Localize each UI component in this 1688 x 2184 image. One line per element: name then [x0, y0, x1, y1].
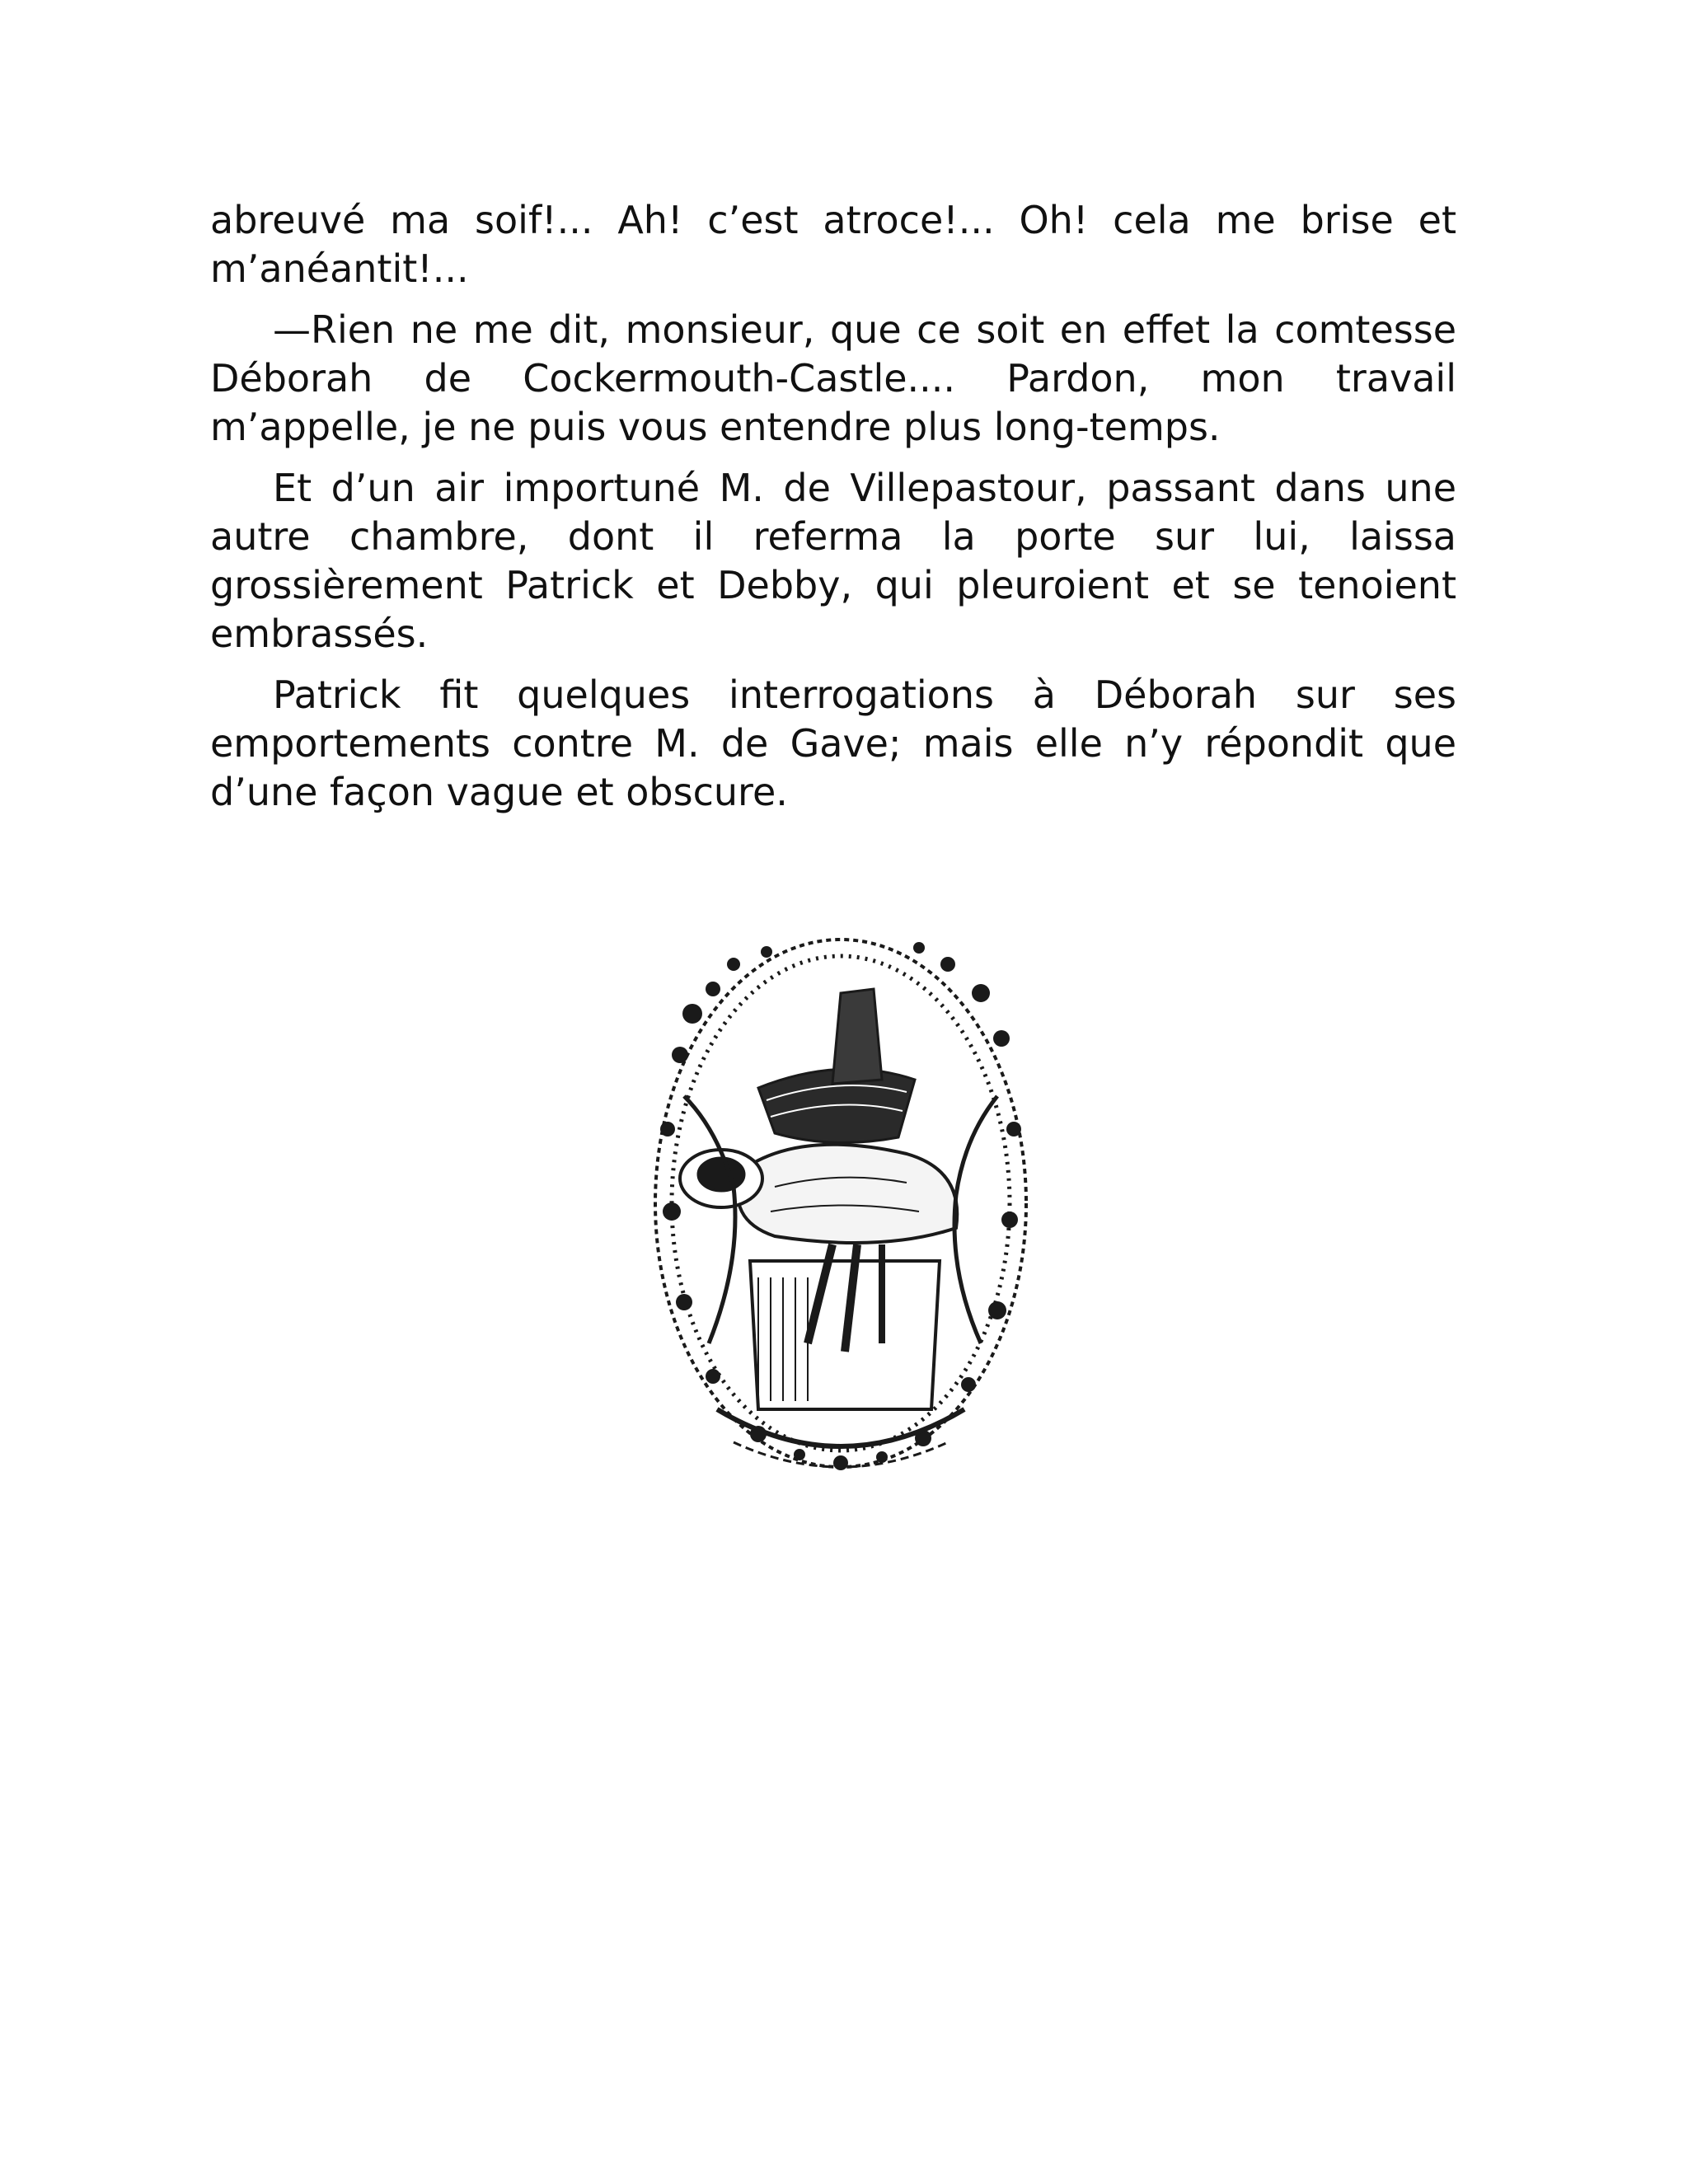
paragraph-3: Et d’un air importuné M. de Villepastour, passant dans une autre chambre, dont il referma la porte sur lui, laissa grossièrement Patrick et Debby, qui pleuroient et se tenoient embrassés. [210, 466, 1456, 656]
paragraph-4: Patrick fit quelques interrogations à Déborah sur ses emportements contre M. de Gave; mais elle n’y répondit que d’une façon vague et obscure. [210, 673, 1456, 814]
tailpiece-vignette [635, 915, 1047, 1492]
body-text [210, 196, 1456, 829]
paragraph-1: abreuvé ma soif!... Ah! c’est atroce!... Oh! cela me brise et m’anéantit!... [210, 198, 1456, 291]
paragraph-2: —Rien ne me dit, monsieur, que ce soit en effet la comtesse Déborah de Cockermouth-Castle.... Pardon, mon travail m’appelle, je ne puis vous entendre plus long-temps. [210, 307, 1456, 449]
vignette-engraving-icon [635, 915, 1047, 1492]
